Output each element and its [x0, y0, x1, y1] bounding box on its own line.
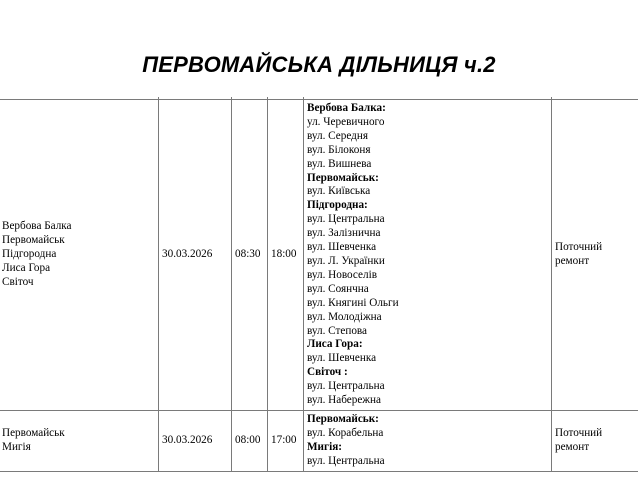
street: вул. Шевченка: [307, 241, 377, 254]
work-type-line: Поточний: [555, 241, 603, 254]
street: вул. Шевченка: [307, 352, 377, 365]
street: вул. Л. Українки: [307, 254, 385, 267]
street: вул. Вишнева: [307, 157, 372, 170]
start-time-cell: 08:00: [232, 410, 268, 471]
addresses-cell: [304, 410, 552, 471]
locality-label: Світоч :: [307, 366, 348, 379]
street: вул. Середня: [307, 129, 368, 142]
street: вул. Білоконя: [307, 143, 371, 156]
street: вул. Набережна: [307, 394, 381, 407]
work-type-cell: [552, 100, 638, 411]
street: вул. Молодіжна: [307, 310, 382, 323]
street: вул. Корабельна: [307, 426, 384, 439]
page-title: ПЕРВОМАЙСЬКА ДІЛЬНИЦЯ ч.2: [142, 52, 496, 77]
date-cell: 30.03.2026: [159, 100, 232, 411]
street: вул. Центральна: [307, 380, 385, 393]
settlements-cell: [0, 410, 159, 471]
table-row: [0, 410, 638, 471]
work-type-line: ремонт: [555, 254, 590, 267]
end-time-cell: 18:00: [268, 100, 304, 411]
locality-label: Первомайськ:: [307, 412, 379, 425]
locality-label: Вербова Балка:: [307, 102, 386, 114]
locality-label: Лиса Гора:: [307, 338, 363, 351]
street: ул. Черевичного: [307, 115, 385, 128]
settlement: Первомайськ: [2, 426, 65, 439]
street: вул. Залізнична: [307, 227, 381, 240]
settlement: Первомайськ: [2, 234, 65, 247]
street: вул. Київська: [307, 185, 371, 198]
date-cell: 30.03.2026: [159, 410, 232, 471]
street: вул. Княгині Ольги: [307, 296, 399, 309]
settlement: Мигія: [2, 440, 31, 453]
settlement: Світоч: [2, 275, 34, 288]
settlement: Вербова Балка: [2, 220, 72, 233]
locality-label: Підгородна:: [307, 199, 368, 212]
settlement: Лиса Гора: [2, 261, 51, 274]
street: вул. Соянчна: [307, 282, 369, 295]
outage-schedule-table: [0, 97, 638, 472]
street: вул. Степова: [307, 324, 368, 337]
start-time-cell: 08:30: [232, 100, 268, 411]
work-type-cell: [552, 410, 638, 471]
table-row: [0, 100, 638, 411]
settlements-cell: [0, 100, 159, 411]
addresses-cell: [304, 100, 552, 411]
locality-label: Мигія:: [307, 440, 342, 453]
street: вул. Центральна: [307, 454, 385, 467]
street: вул. Центральна: [307, 213, 385, 226]
street: вул. Новоселів: [307, 268, 377, 281]
settlement: Підгородна: [2, 248, 57, 261]
locality-label: Первомайськ:: [307, 171, 379, 184]
work-type-line: Поточний: [555, 426, 603, 439]
work-type-line: ремонт: [555, 440, 590, 453]
end-time-cell: 17:00: [268, 410, 304, 471]
